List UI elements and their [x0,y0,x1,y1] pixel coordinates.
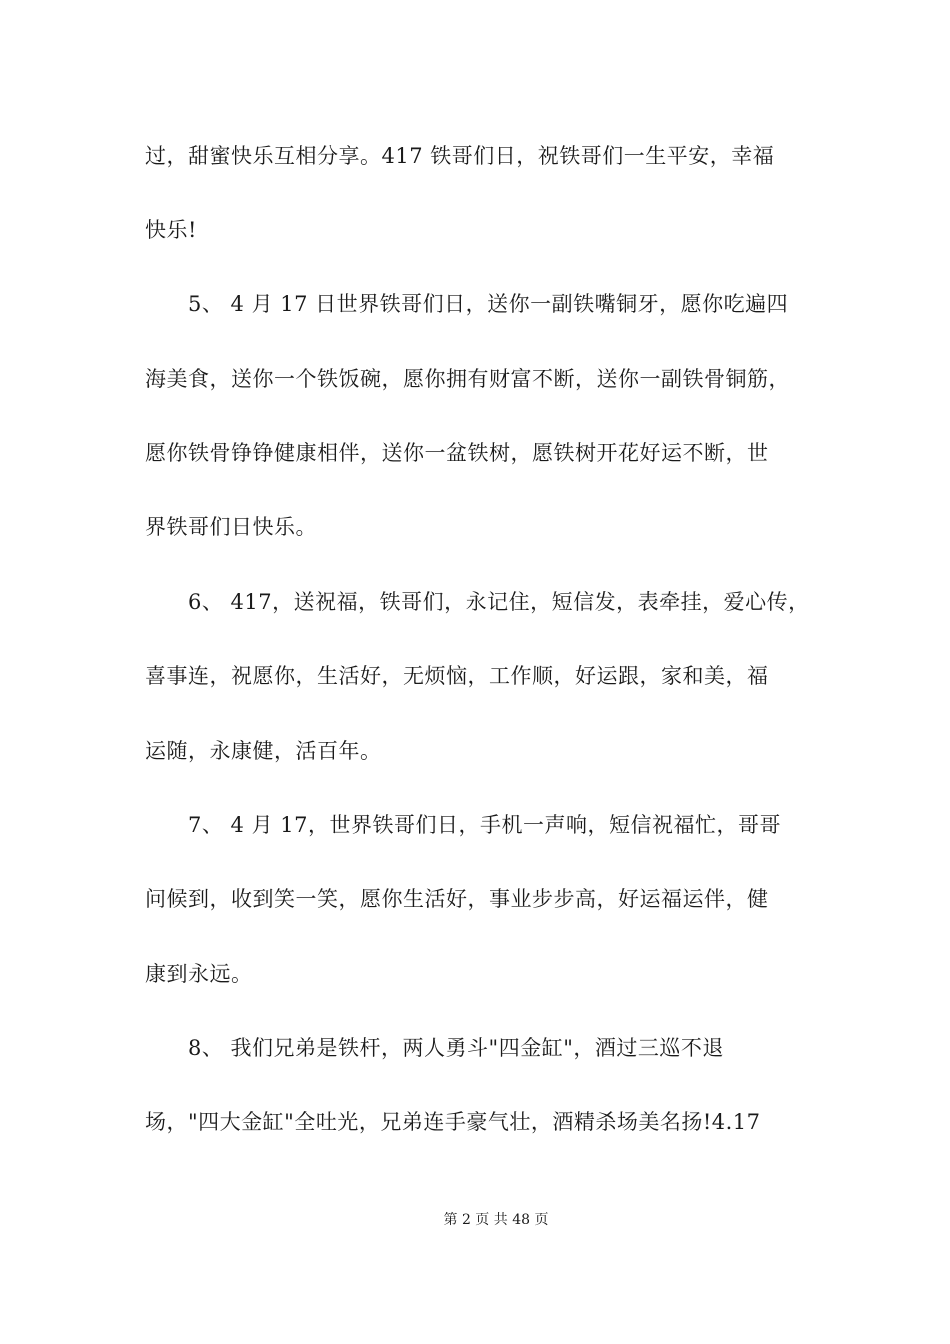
text-line: 快乐! [145,218,197,242]
text-line: 问候到，收到笑一笑，愿你生活好，事业步步高，好运福运伴，健 [145,887,769,911]
paragraph-6-start: 6、 417，送祝福，铁哥们，永记住，短信发，表牵挂，爱心传， [188,590,810,614]
text-line: 场，"四大金缸"全吐光，兄弟连手豪气壮，酒精杀场美名扬!4.17 [145,1110,761,1134]
paragraph-5-start: 5、 4 月 17 日世界铁哥们日，送你一副铁嘴铜牙，愿你吃遍四 [188,292,789,316]
paragraph-7-start: 7、 4 月 17，世界铁哥们日，手机一声响，短信祝福忙，哥哥 [188,813,781,837]
text-line: 运随，永康健，活百年。 [145,739,382,763]
text-line: 过，甜蜜快乐互相分享。417 铁哥们日，祝铁哥们一生平安，幸福 [145,144,775,168]
text-line: 海美食，送你一个铁饭碗，愿你拥有财富不断，送你一副铁骨铜筋， [145,367,790,391]
page-number-footer: 第 2 页 共 48 页 [443,1212,549,1228]
text-line: 喜事连，祝愿你，生活好，无烦恼，工作顺，好运跟，家和美，福 [145,664,769,688]
text-line: 康到永远。 [145,962,253,986]
text-line: 界铁哥们日快乐。 [145,515,317,539]
text-line: 愿你铁骨铮铮健康相伴，送你一盆铁树，愿铁树开花好运不断，世 [145,441,769,465]
paragraph-8-start: 8、 我们兄弟是铁杆，两人勇斗"四金缸"，酒过三巡不退 [188,1036,724,1060]
